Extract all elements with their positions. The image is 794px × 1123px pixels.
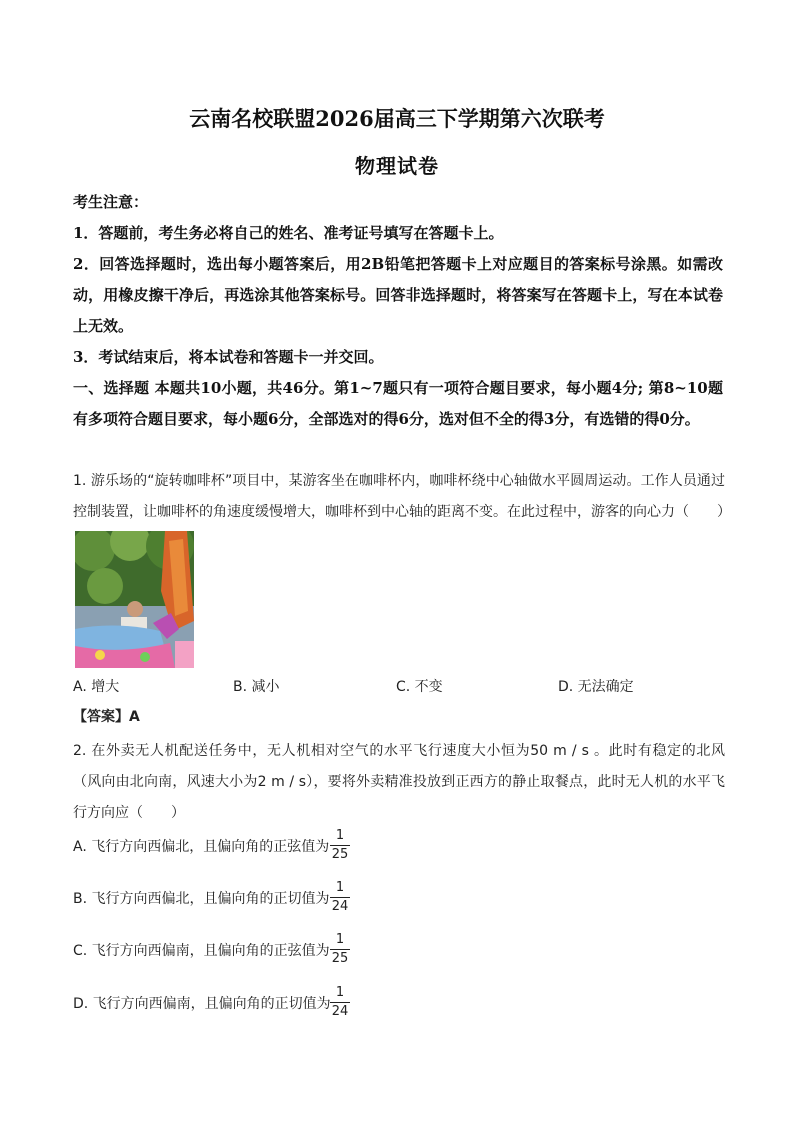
q2-option-c-fraction (330, 932, 350, 967)
q2-option-a-text: A. 飞行方向西偏北，且偏向角的正弦值为 (73, 839, 330, 855)
coffee-cup-ride-photo (75, 531, 194, 668)
fraction-numerator: 1 (330, 880, 350, 898)
q2-option-d (73, 985, 473, 1025)
q2-stem: 2. 在外卖无人机配送任务中，无人机相对空气的水平飞行速度大小恒为50 m / s 。此时有稳定的北风（风向由北向南，风速大小为2 m / s），要将外卖精准投放到正西方的静止取餐点，此时无人机的水平飞行方向应（ ） (73, 743, 725, 821)
fraction-numerator: 1 (330, 932, 350, 950)
notice-item-1: 1．答题前，考生务必将自己的姓名、准考证号填写在答题卡上。 (73, 224, 504, 242)
q1-answer: 【答案】A (73, 709, 140, 725)
q1-option-c: C. 不变 (396, 679, 443, 695)
fraction-denominator: 24 (331, 1004, 349, 1019)
fraction-denominator: 25 (331, 847, 349, 862)
q2-option-d-text: D. 飞行方向西偏南，且偏向角的正切值为 (73, 996, 331, 1012)
q1-options (73, 676, 723, 700)
q2-option-b (73, 880, 473, 920)
fraction-denominator: 25 (331, 951, 349, 966)
q2-option-c-text: C. 飞行方向西偏南，且偏向角的正弦值为 (73, 943, 330, 959)
fraction-numerator: 1 (330, 985, 350, 1003)
fraction-numerator: 1 (330, 828, 350, 846)
exam-title: 云南名校联盟2026届高三下学期第六次联考 (189, 106, 605, 131)
notice-item-2: 2．回答选择题时，选出每小题答案后，用2B铅笔把答题卡上对应题目的答案标号涂黑。如需改动，用橡皮擦干净后，再选涂其他答案标号。回答非选择题时，将答案写在答题卡上，写在本试卷上无效。 (73, 255, 723, 335)
notice-item-3: 3．考试结束后，将本试卷和答题卡一并交回。 (73, 348, 384, 366)
q2-option-a (73, 828, 473, 868)
q1-stem: 1. 游乐场的“旋转咖啡杯”项目中，某游客坐在咖啡杯内，咖啡杯绕中心轴做水平圆周运动。工作人员通过控制装置，让咖啡杯的角速度缓慢增大，咖啡杯到中心轴的距离不变。在此过程中，游客的向心力（ ） (73, 473, 731, 520)
q1-option-a: A. 增大 (73, 679, 120, 695)
q2-option-c (73, 932, 473, 972)
q2-option-b-text: B. 飞行方向西偏北，且偏向角的正切值为 (73, 891, 330, 907)
q2-option-b-fraction (330, 880, 350, 915)
section-heading: 一、选择题 本题共10小题，共46分。第1~7题只有一项符合题目要求，每小题4分; 第8~10题有多项符合题目要求，每小题6分，全部选对的得6分，选对但不全的得3分，有选错的得0分。 (73, 379, 723, 428)
q2-option-d-fraction (330, 985, 350, 1020)
fraction-denominator: 24 (331, 899, 349, 914)
q1-option-d: D. 无法确定 (558, 679, 634, 695)
q2-option-a-fraction (330, 828, 350, 863)
notice-heading: 考生注意： (73, 193, 149, 211)
q1-option-b: B. 减小 (233, 679, 280, 695)
exam-subtitle: 物理试卷 (355, 154, 439, 178)
